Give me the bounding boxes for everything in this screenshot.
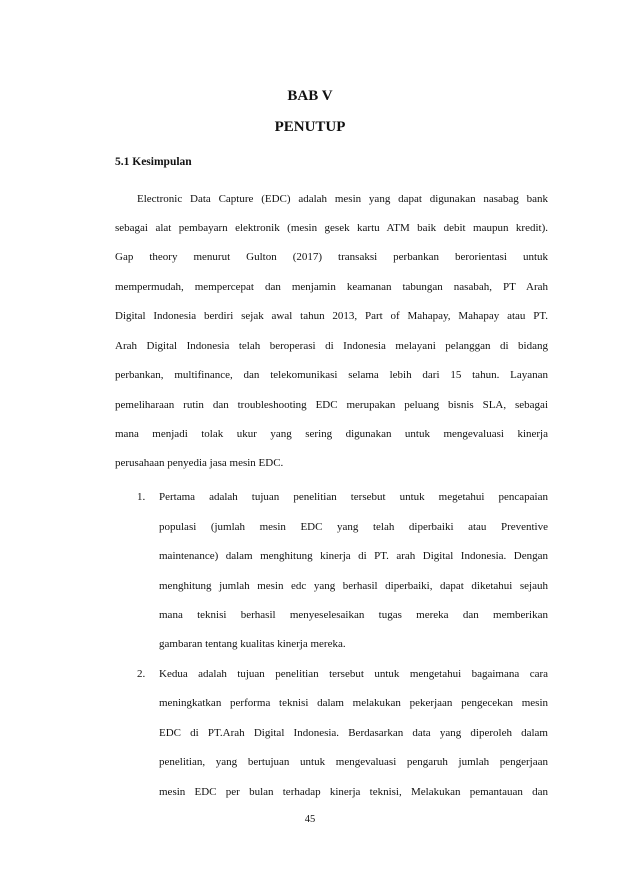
list-marker: 2. [137,668,146,680]
section-heading: 5.1 Kesimpulan [115,156,192,168]
list-item-line: menghitung jumlah mesin edc yang berhasil diperbaiki, dapat diketahui sejauh [159,580,548,592]
paragraph-line: pemeliharaan rutin dan troubleshooting EDC merupakan peluang bisnis SLA, sebagai [115,399,548,411]
chapter-number: BAB V [287,88,333,104]
paragraph-line: Electronic Data Capture (EDC) adalah mesin yang dapat digunakan nasabag bank [137,193,548,205]
list-item-line: EDC di PT.Arah Digital Indonesia. Berdasarkan data yang diperoleh dalam [159,727,548,739]
paragraph-line: perusahaan penyedia jasa mesin EDC. [115,457,284,469]
list-item-line: penelitian, yang bertujuan untuk mengevaluasi pengaruh jumlah pengerjaan [159,756,548,768]
paragraph-line: sebagai alat pembayarn elektronik (mesin gesek kartu ATM baik debit maupun kredit). [115,222,548,234]
page-number: 45 [304,814,316,825]
list-item-line: maintenance) dalam menghitung kinerja di PT. arah Digital Indonesia. Dengan [159,550,548,562]
list-marker: 1. [137,491,146,503]
paragraph-line: Digital Indonesia berdiri sejak awal tahun 2013, Part of Mahapay, Mahapay atau PT. [115,310,548,322]
list-item-line: mesin EDC per bulan terhadap kinerja teknisi, Melakukan pemantauan dan [159,786,548,798]
list-item-line: meningkatkan performa teknisi dalam melakukan pekerjaan pengecekan mesin [159,697,548,709]
paragraph-line: mempermudah, mempercepat dan menjamin keamanan tabungan nasabah, PT Arah [115,281,548,293]
list-item-line: Pertama adalah tujuan penelitian tersebut untuk megetahui pencapaian [159,491,548,503]
paragraph-line: mana menjadi tolak ukur yang sering digunakan untuk mengevaluasi kinerja [115,428,548,440]
chapter-title: PENUTUP [274,119,346,135]
paragraph-line: Gap theory menurut Gulton (2017) transaksi perbankan berorientasi untuk [115,251,548,263]
paragraph-line: perbankan, multifinance, dan telekomunikasi selama lebih dari 15 tahun. Layanan [115,369,548,381]
list-item-line: mana teknisi berhasil menyeselesaikan tugas mereka dan memberikan [159,609,548,621]
paragraph-line: Arah Digital Indonesia telah beroperasi di Indonesia melayani pelanggan di bidang [115,340,548,352]
list-item-line: gambaran tentang kualitas kinerja mereka. [159,638,346,650]
list-item-line: populasi (jumlah mesin EDC yang telah diperbaiki atau Preventive [159,521,548,533]
list-item-line: Kedua adalah tujuan penelitian tersebut untuk mengetahui bagaimana cara [159,668,548,680]
